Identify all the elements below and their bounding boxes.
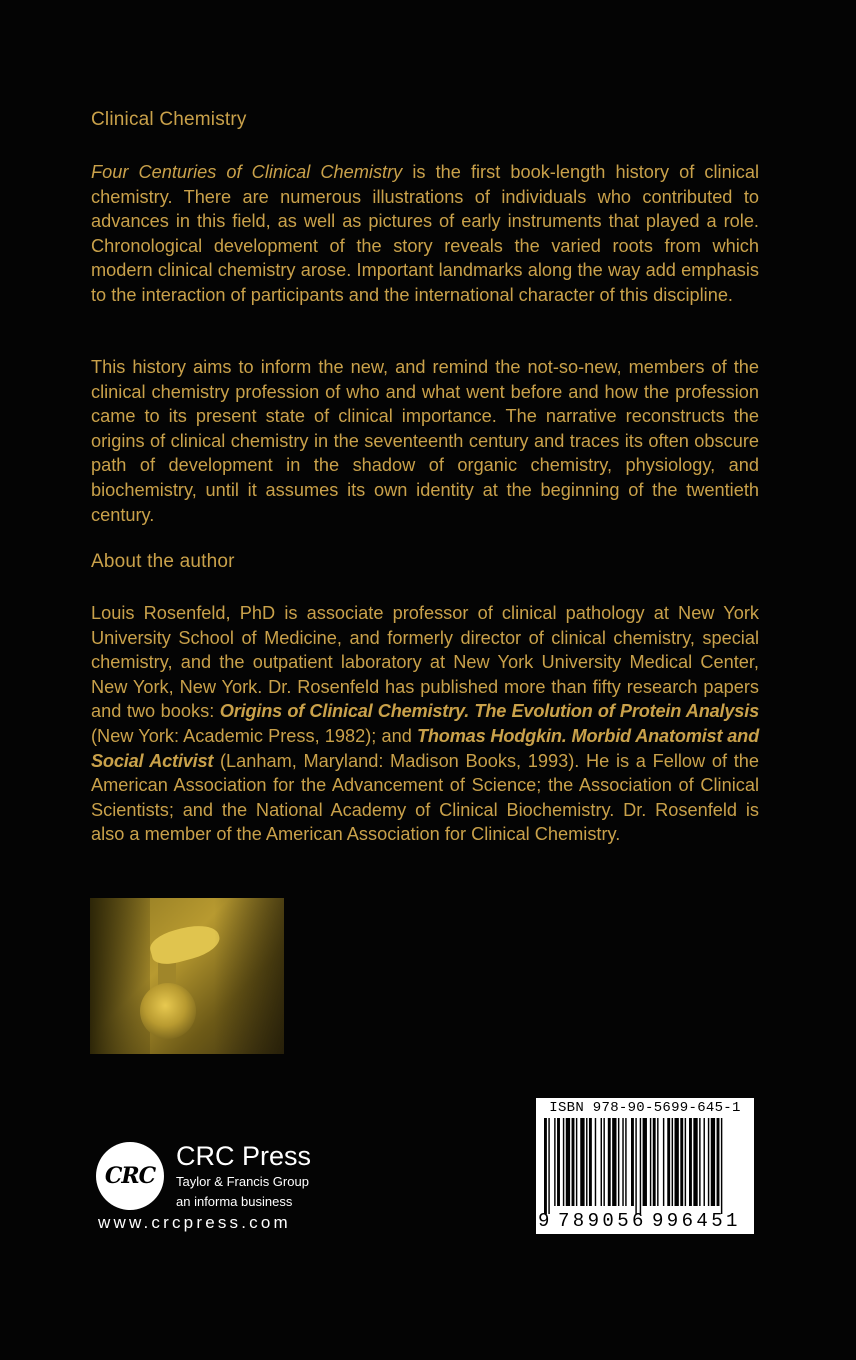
barcode-bar	[557, 1118, 560, 1206]
barcode-bar	[603, 1118, 604, 1206]
barcode-bar	[608, 1118, 611, 1206]
barcode-bar	[689, 1118, 692, 1206]
barcode-bar	[586, 1118, 587, 1206]
barcode-bar	[572, 1118, 575, 1206]
barcode-bar	[680, 1118, 683, 1206]
author-bio-c: (Lanham, Maryland: Madison Books, 1993). He is a Fellow of the American Association for the Advancement of Science; the Association of Clinical Scientists; and the National Academy of Clinical Biochemistry. Dr. Rosenfeld is also a member of the American Association for Clinical Chemistry.	[91, 750, 759, 845]
barcode-bar	[711, 1118, 715, 1206]
barcode-bar	[622, 1118, 623, 1206]
barcode-bar	[595, 1118, 596, 1206]
barcode-bar	[685, 1118, 686, 1206]
barcode-digits-right: 996451	[652, 1210, 741, 1232]
isbn-label: ISBN 978-90-5699-645-1	[549, 1100, 741, 1116]
barcode-bar	[589, 1118, 592, 1206]
publisher-tagline: an informa business	[176, 1194, 293, 1209]
barcode-bar	[717, 1118, 720, 1206]
barcode-bar	[566, 1118, 570, 1206]
barcode-digits-left: 789056	[558, 1210, 647, 1232]
barcode-bar	[708, 1118, 709, 1206]
barcode-bar	[548, 1118, 549, 1214]
description-text-1: is the first book-length history of clinical chemistry. There are numerous illustrations of individuals who contributed to advances in this field, as well as pictures of early instruments that played a role. Chronological development of the story reveals the varied roots from which modern clinical chemistry arose. Important landmarks along the way add emphasis to the interaction of participants and the international character of this discipline.	[91, 162, 760, 305]
barcode-bar	[635, 1118, 636, 1214]
barcode-bar	[554, 1118, 555, 1206]
barcode-bar	[576, 1118, 577, 1206]
barcode-bar	[601, 1118, 602, 1206]
publisher-group: Taylor & Francis Group	[176, 1174, 309, 1189]
author-photo	[90, 898, 284, 1054]
barcode-bar	[704, 1118, 705, 1206]
description-paragraph-2: This history aims to inform the new, and remind the not-so-new, members of the clinical chemistry profession of who and what went before and how the profession came to its present state of clinical importance. The narrative reconstructs the origins of clinical chemistry in the seventeenth century and traces its often obscure path of development in the shadow of organic chemistry, physiology, and biochemistry, until it assumes its own identity at the beginning of the twentieth century.	[91, 357, 759, 525]
barcode-bar	[625, 1118, 626, 1206]
barcode-bar	[699, 1118, 700, 1206]
author-bio-b: (New York: Academic Press, 1982); and	[91, 725, 417, 746]
book-title-hodgkin: Thomas Hodgkin. Morbid Anatomist and Social Activist	[91, 725, 759, 771]
author-bio-a: PhD is associate professor of clinical pathology at New York University School of Medicine, and formerly director of clinical chemistry, special chemistry, and the outpatient laboratory at New York University Medical Center, New York, New York. Dr. Rosenfeld has published more than fifty research papers and two books:	[91, 603, 760, 722]
barcode-bar	[563, 1118, 564, 1206]
author-name: Louis Rosenfeld,	[91, 603, 231, 623]
barcode-bar	[640, 1118, 641, 1214]
barcode-bar	[612, 1118, 616, 1206]
book-title: Four Centuries of Clinical Chemistry	[91, 162, 403, 182]
barcode-bar	[631, 1118, 634, 1206]
barcode-bars-icon	[542, 1118, 748, 1214]
barcode-bar	[618, 1118, 619, 1206]
barcode-bar	[653, 1118, 656, 1206]
barcode-bar	[643, 1118, 647, 1206]
barcode-bar	[544, 1118, 547, 1214]
crc-logo-text: CRC	[104, 1163, 156, 1189]
publisher-name: CRC Press	[176, 1141, 312, 1171]
barcode-digit-first: 9	[538, 1210, 550, 1232]
barcode	[536, 1098, 754, 1234]
heading-about-author: About the author	[91, 551, 235, 572]
barcode-bar	[580, 1118, 584, 1206]
barcode-bar	[650, 1118, 651, 1206]
barcode-bar	[693, 1118, 697, 1206]
barcode-bar	[675, 1118, 679, 1206]
publisher-url: www.crcpress.com	[98, 1213, 291, 1232]
crc-logo-icon	[96, 1142, 164, 1210]
barcode-bar	[721, 1118, 722, 1214]
description-paragraph-1	[91, 160, 759, 308]
heading-clinical-chemistry: Clinical Chemistry	[91, 109, 247, 130]
barcode-bar	[667, 1118, 670, 1206]
barcode-bar	[663, 1118, 664, 1206]
book-title-origins: Origins of Clinical Chemistry. The Evolution of Protein Analysis	[219, 701, 759, 722]
barcode-bar	[657, 1118, 658, 1206]
barcode-bar	[672, 1118, 673, 1206]
author-bio	[91, 601, 759, 847]
